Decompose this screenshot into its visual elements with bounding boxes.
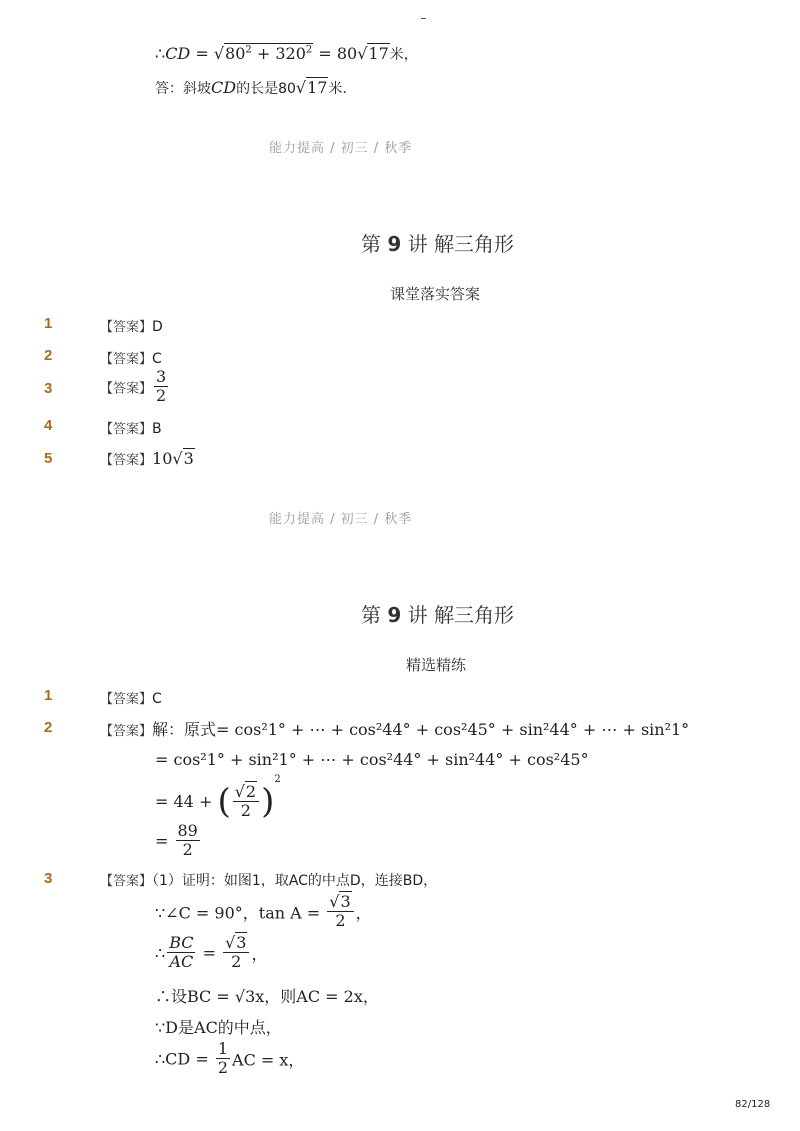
solution-line: = 44 + ( $\frac{√2}{2}$ )$^2$ xyxy=(155,774,281,822)
section-subtitle: 课堂落实答案 xyxy=(390,285,481,303)
answer-row: 【答案】解：原式= cos²1° + ⋯ + cos²44° + cos²45° + sin²44° + ⋯ + sin²1° xyxy=(100,720,690,739)
proof-line: ∴设BC = √3x，则AC = 2x， xyxy=(155,987,379,1006)
top-line-2: 答：斜坡CD的长是80√17米． xyxy=(155,78,357,97)
top-line-1: ∴CD = $√80^2 + 320^2 = 80√17$米， xyxy=(155,44,418,63)
proof-line: ∴CD = $\frac{1}{2}$ AC = x， xyxy=(155,1039,305,1078)
item-number: 3 xyxy=(44,380,53,397)
item-number: 5 xyxy=(44,450,53,467)
item-number: 2 xyxy=(44,719,53,736)
item-number: 1 xyxy=(44,315,53,332)
proof-line: ∵D是AC的中点， xyxy=(155,1018,282,1037)
solution-line: = $\frac{89}{2}$ xyxy=(155,821,198,860)
answer-row: 【答案】（1）证明：如图1，取AC的中点D，连接BD， xyxy=(100,873,438,889)
answer-row: 【答案】 $\frac{3}{2}$ xyxy=(100,367,167,406)
answer-row: 【答案】C xyxy=(100,351,162,367)
item-number: 4 xyxy=(44,417,53,434)
item-number: 3 xyxy=(44,870,53,887)
section-title: 第 9 讲 解三角形 xyxy=(361,232,514,256)
section-subtitle: 精选精练 xyxy=(406,656,467,674)
section-title: 第 9 讲 解三角形 xyxy=(361,603,514,627)
answer-row: 【答案】B xyxy=(100,421,162,437)
answer-row: 【答案】10√3 xyxy=(100,449,194,468)
breadcrumb: 能力提高 / 初三 / 秋季 xyxy=(269,141,413,156)
proof-line: ∵∠C = 90°，tan A = $\frac{√3}{2}$ ， xyxy=(155,892,372,931)
answer-row: 【答案】C xyxy=(100,691,162,707)
proof-line: ∴ $\frac{BC}{AC}$ = $\frac{√3}{2}$ ， xyxy=(155,933,268,972)
breadcrumb: 能力提高 / 初三 / 秋季 xyxy=(269,512,413,527)
page-number: 82/128 xyxy=(735,1099,771,1110)
answer-row: 【答案】D xyxy=(100,319,163,335)
solution-line: = cos²1° + sin²1° + ⋯ + cos²44° + sin²44° + cos²45° xyxy=(155,750,589,769)
item-number: 1 xyxy=(44,687,53,704)
item-number: 2 xyxy=(44,347,53,364)
header-mark xyxy=(421,18,426,19)
